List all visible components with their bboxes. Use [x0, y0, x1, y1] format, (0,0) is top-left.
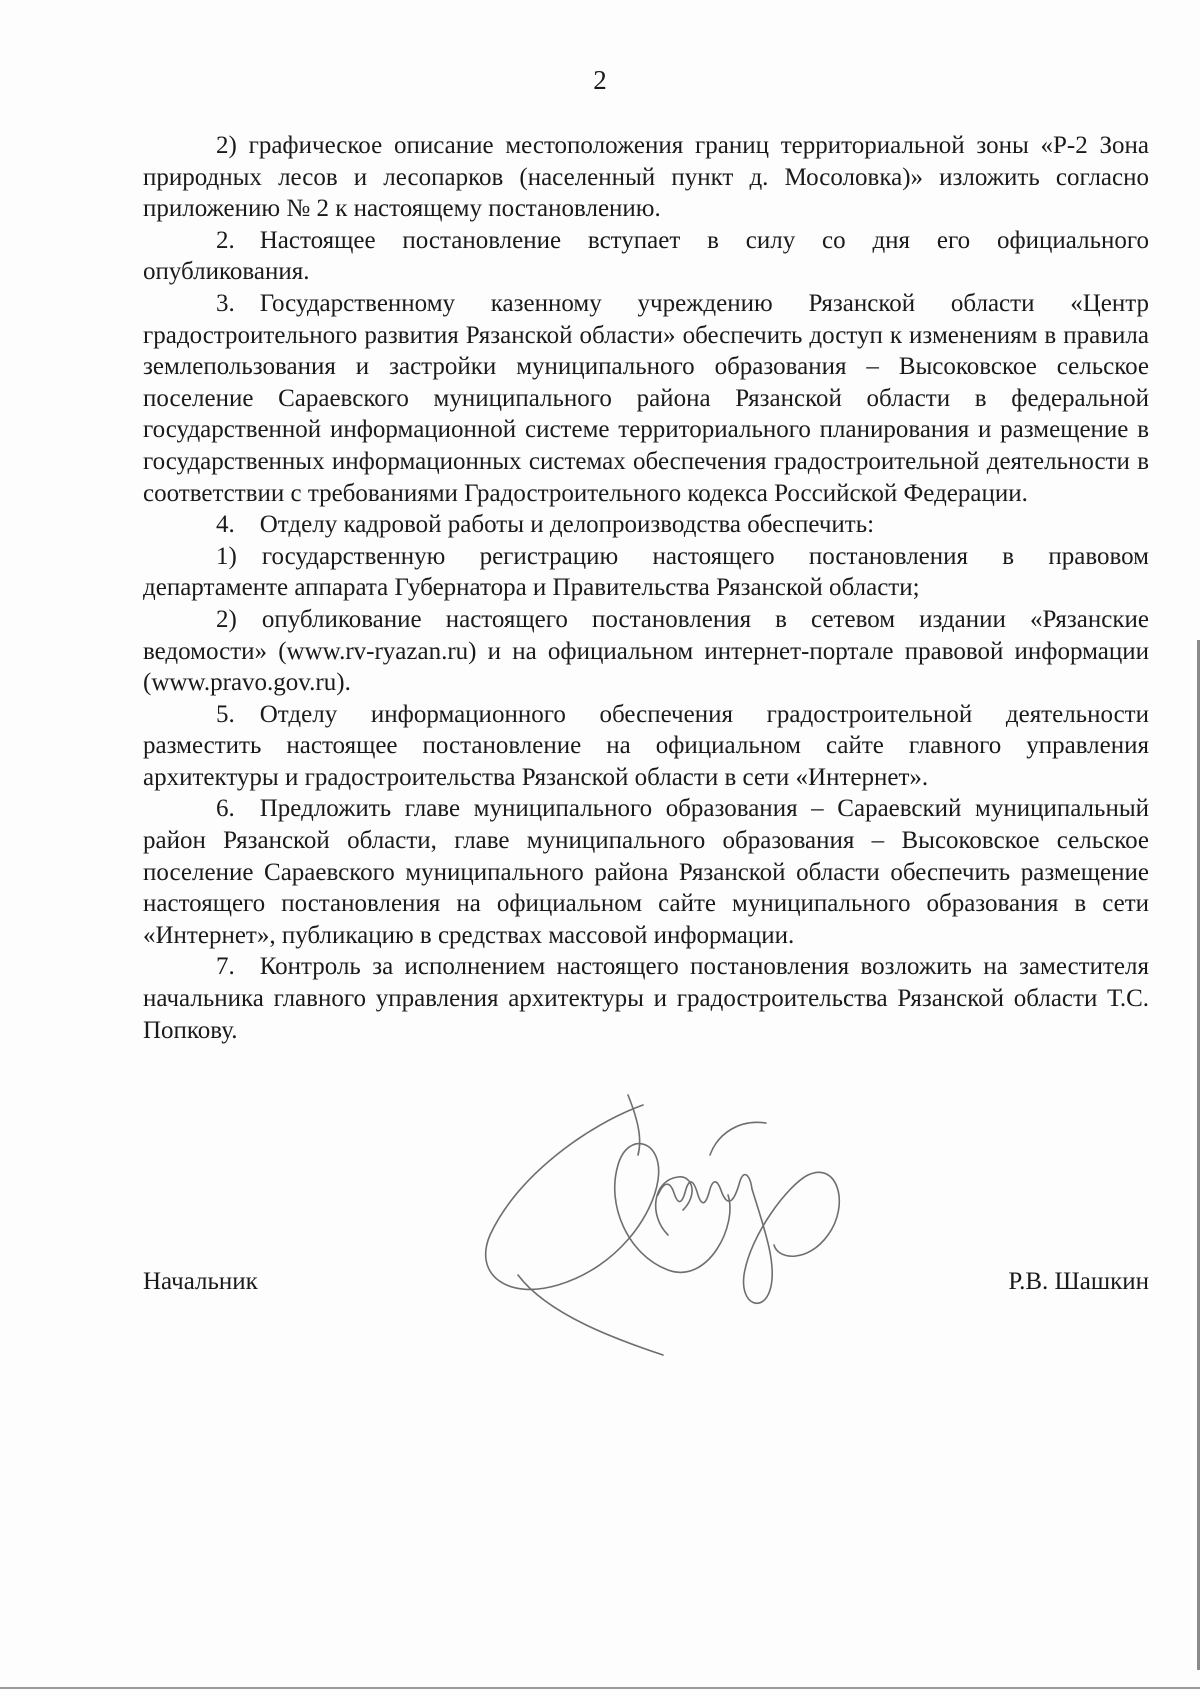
- paragraph-1: 2) графическое описание местоположения границ территориальной зоны «Р-2 Зона природных лесов и лесопарков (населенный пункт д. Мосоловка)» изложить согласно приложению № 2 к настоящему постановлению.: [143, 132, 1149, 223]
- signer-name: Р.В. Шашкин: [1008, 1268, 1149, 1295]
- signer-position: Начальник: [143, 1268, 258, 1295]
- paragraph-4-2: 2) опубликование настоящего постановления в сетевом издании «Рязанские ведомости» (www.rv-ryazan.ru) и на официальном интернет-портале правовой информации (www.pravo.gov.ru).: [143, 605, 1149, 697]
- paragraph-5: 5. Отделу информационного обеспечения градостроительной деятельности разместить настоящее постановление на официальном сайте главного управления архитектуры и градостроительства Рязанской области в сети «Интернет».: [143, 700, 1149, 791]
- paragraph-3: 3. Государственному казенному учреждению Рязанской области «Центр градостроительного развития Рязанской области» обеспечить доступ к изменениям в правила землепользования и застройки муниципального образования – Высоковское сельское поселение Сараевского муниципального района Рязанской области в федеральной государственной информационной системе территориального планирования и размещение в государственных информационных системах обеспечения градостроительной деятельности в соответствии с требованиями Градостроительного кодекса Российской Федерации.: [143, 289, 1149, 507]
- scan-bottom-line: [0, 1687, 1200, 1689]
- paragraph-7: 7. Контроль за исполнением настоящего постановления возложить на заместителя начальника главного управления архитектуры и градостроительства Рязанской области Т.С. Попкову.: [143, 953, 1149, 1044]
- page-number: 2: [593, 65, 607, 95]
- paragraph-4: 4. Отделу кадровой работы и делопроизводства обеспечить:: [216, 511, 875, 539]
- document-body: [143, 130, 1149, 1046]
- paragraph-4-1: 1) государственную регистрацию настоящего постановления в правовом департаменте аппарата Губернатора и Правительства Рязанской области;: [143, 542, 1149, 602]
- paragraph-2: 2. Настоящее постановление вступает в силу со дня его официального опубликования.: [143, 226, 1149, 286]
- handwritten-signature-icon: [478, 1085, 898, 1385]
- paragraph-6: 6. Предложить главе муниципального образования – Сараевский муниципальный район Рязанской области, главе муниципального образования – Высоковское сельское поселение Сараевского муниципального района Рязанской области обеспечить размещение настоящего постановления на официальном сайте муниципального образования в сети «Интернет», публикацию в средствах массовой информации.: [143, 795, 1149, 949]
